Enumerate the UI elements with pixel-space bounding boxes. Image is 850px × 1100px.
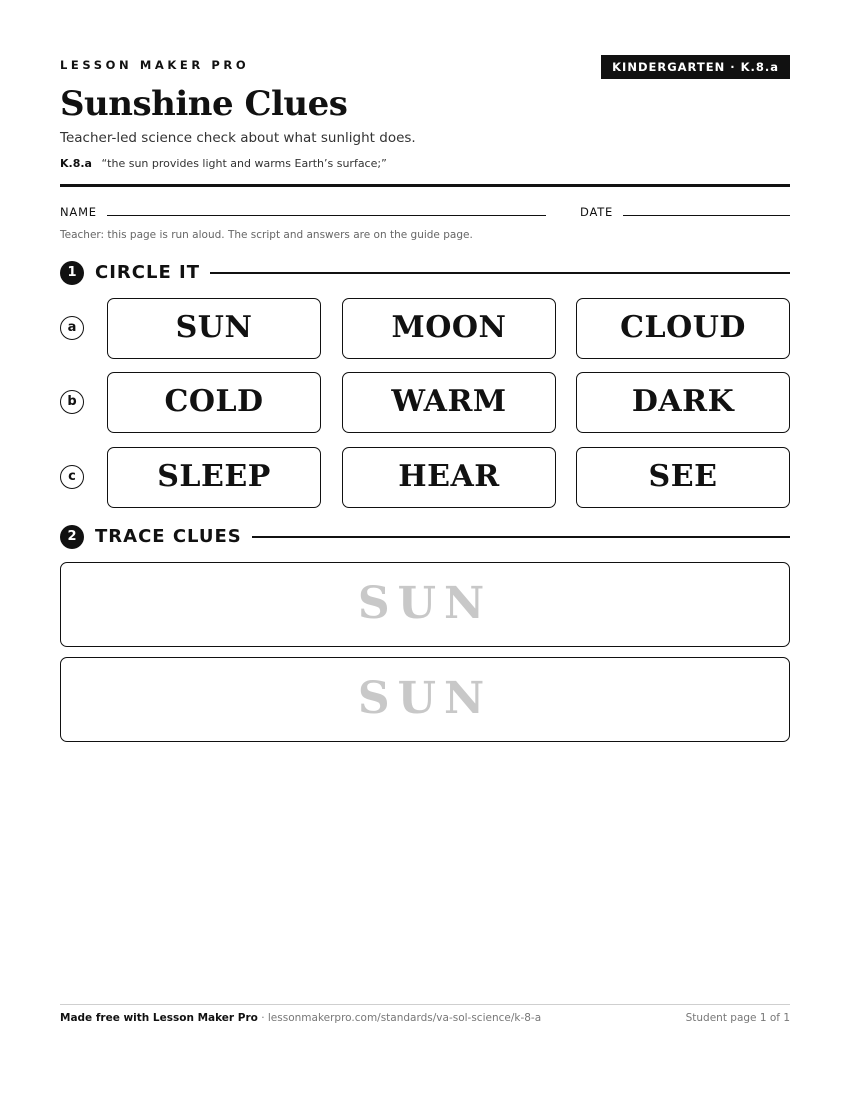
section-title: CIRCLE IT [95,261,210,285]
section-number: 1 [60,261,84,285]
footer-credit [60,1012,541,1024]
section-title: TRACE CLUES [95,525,252,549]
choice-sun[interactable]: SUN [107,298,321,359]
choice-sleep[interactable]: SLEEP [107,447,321,508]
row-letter: c [60,465,84,489]
section-number: 2 [60,525,84,549]
date-label: DATE [580,205,614,219]
row-letter: b [60,390,84,414]
page-title: Sunshine Clues [60,84,348,124]
row-letter: a [60,316,84,340]
choice-dark[interactable]: DARK [576,372,790,433]
section-circle-it [60,261,790,285]
trace-box[interactable]: SUN [60,657,790,742]
choice-warm[interactable]: WARM [342,372,556,433]
choice-moon[interactable]: MOON [342,298,556,359]
footer-made-with: Made free with Lesson Maker Pro [60,1012,258,1024]
header-divider [60,184,790,187]
section-rule [246,536,790,538]
section-trace-clues [60,525,790,549]
standard-text: “the sun provides light and warms Earth’s surface;” [101,157,387,170]
worksheet-page [60,0,790,1100]
choice-cold[interactable]: COLD [107,372,321,433]
standard-line [60,157,387,170]
choice-hear[interactable]: HEAR [342,447,556,508]
section-rule [204,272,790,274]
circle-row-c [60,447,790,509]
circle-row-b [60,372,790,434]
choice-cloud[interactable]: CLOUD [576,298,790,359]
footer-page-number: Student page 1 of 1 [685,1012,790,1024]
standard-code: K.8.a [60,157,92,170]
teacher-note: Teacher: this page is run aloud. The script and answers are on the guide page. [60,229,473,241]
date-field[interactable] [623,215,790,216]
brand-name: LESSON MAKER PRO [60,58,250,72]
footer-divider [60,1004,790,1005]
choice-see[interactable]: SEE [576,447,790,508]
circle-row-a [60,298,790,360]
footer-url[interactable]: · lessonmakerpro.com/standards/va-sol-science/k-8-a [261,1012,542,1024]
name-field[interactable] [107,215,546,216]
page-subtitle: Teacher-led science check about what sunlight does. [60,130,416,146]
name-label: NAME [60,205,97,219]
trace-box[interactable]: SUN [60,562,790,647]
grade-badge: KINDERGARTEN · K.8.a [601,55,790,79]
